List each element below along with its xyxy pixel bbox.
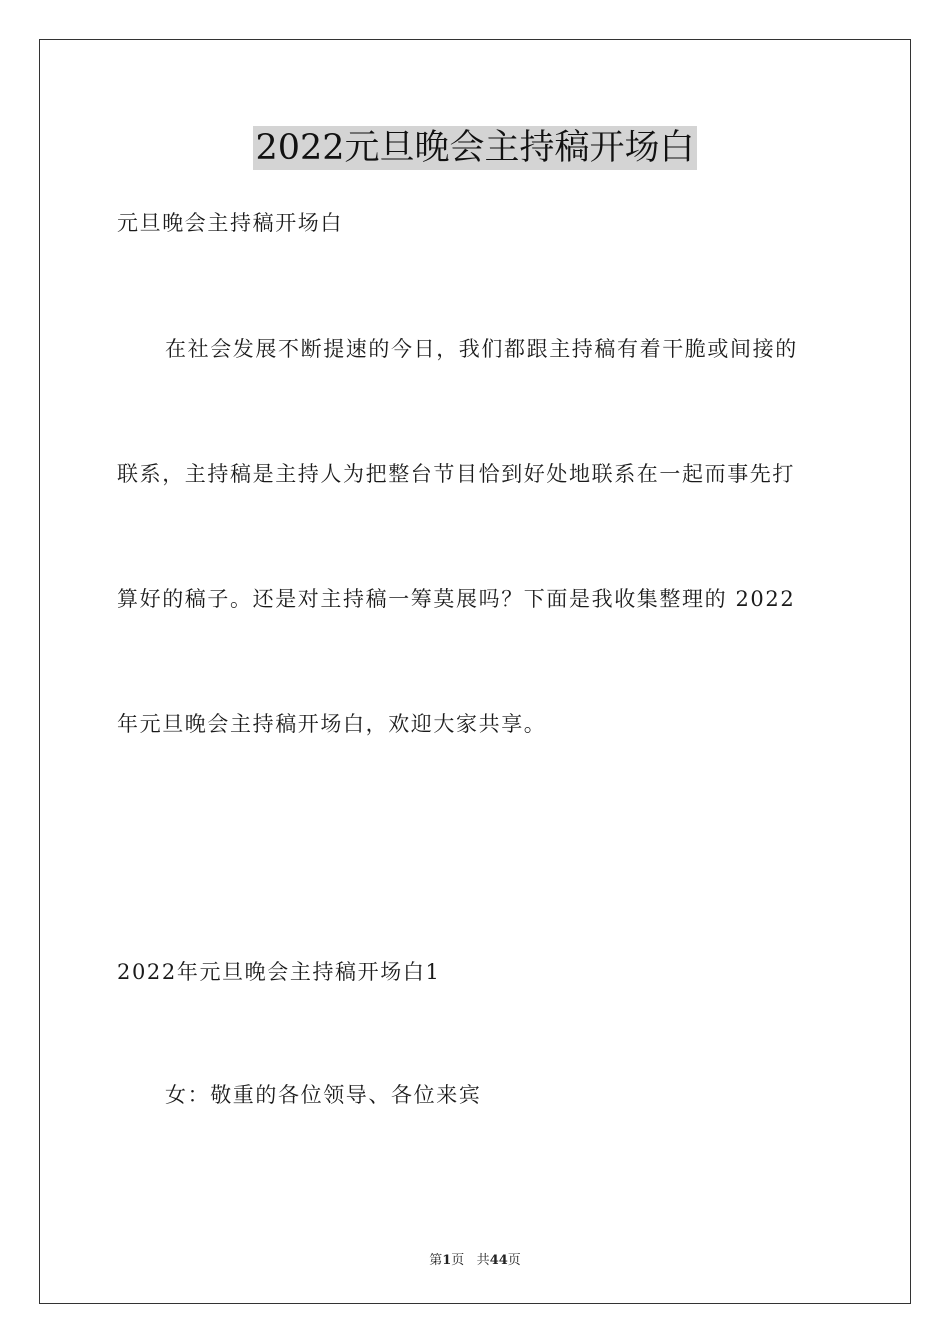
speech-line: 女：敬重的各位领导、各位来宾	[165, 1083, 482, 1107]
footer-total-suffix: 页	[507, 1253, 521, 1268]
footer-total-pages: 44	[489, 1253, 508, 1268]
section-heading: 2022年元旦晚会主持稿开场白1	[117, 960, 441, 984]
document-subtitle: 元旦晚会主持稿开场白	[117, 211, 343, 235]
title-container	[0, 126, 950, 170]
page-footer	[0, 1249, 950, 1268]
intro-line-4: 年元旦晚会主持稿开场白，欢迎大家共享。	[117, 712, 547, 736]
footer-page-suffix: 页	[451, 1253, 465, 1268]
intro-line-2: 联系，主持稿是主持人为把整台节目恰到好处地联系在一起而事先打	[117, 462, 795, 486]
intro-line-3: 算好的稿子。还是对主持稿一筹莫展吗？下面是我收集整理的 2022	[117, 587, 796, 611]
footer-page-prefix: 第	[429, 1253, 443, 1268]
footer-total-prefix: 共	[476, 1253, 490, 1268]
document-title: 2022元旦晚会主持稿开场白	[255, 128, 695, 168]
footer-page-number: 1	[442, 1253, 452, 1268]
intro-line-1: 在社会发展不断提速的今日，我们都跟主持稿有着干脆或间接的	[165, 337, 798, 361]
